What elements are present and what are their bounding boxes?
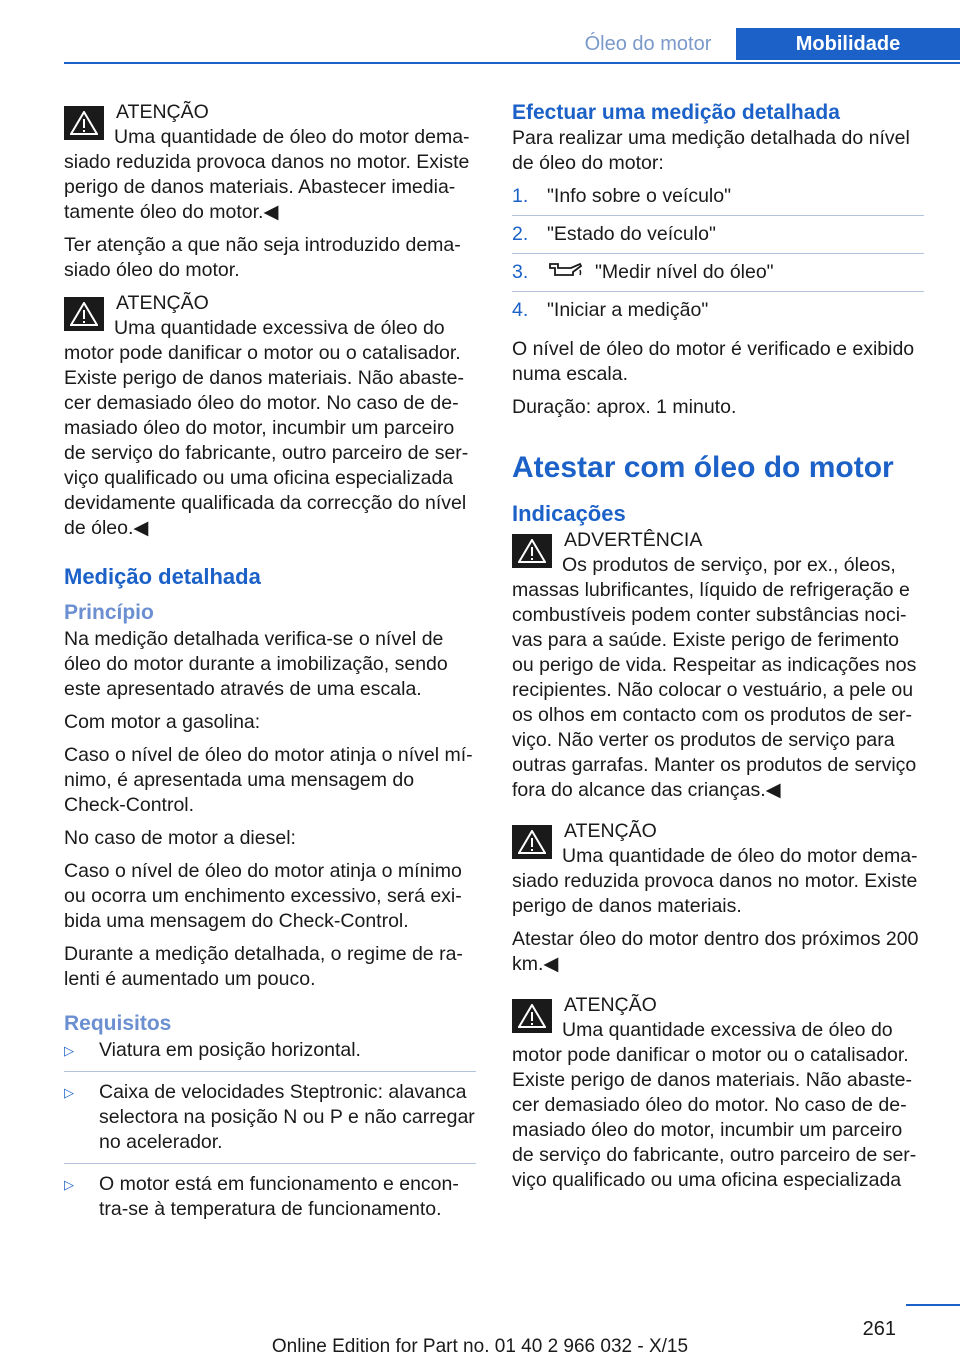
- warning-text: Uma quantidade de óleo do motor dema‐siado reduzida provoca danos no motor. Existe perigo de danos materiais.: [512, 845, 918, 918]
- warning-heading: ADVERTÊNCIA: [564, 529, 703, 552]
- warning-heading: ATENÇÃO: [116, 292, 209, 314]
- warning-triangle-icon: [512, 534, 552, 568]
- paragraph: O nível de óleo do motor é verificado e exibido numa escala.: [512, 338, 915, 386]
- list-item: [64, 1038, 476, 1072]
- step-number: 1.: [512, 185, 529, 207]
- header-section-title: Óleo do motor: [584, 32, 712, 55]
- warning-text: Uma quantidade excessiva de óleo do motor pode danificar o motor ou o catalisador. Existe perigo de danos materiais. Não abaste‐cer demasiado óleo do motor. No caso de de‐masiado óleo do motor, incumbir um parceiro de serviço do fabricante, outro parceiro de ser‐viço qualificado ou uma oficina especializada: [512, 1019, 917, 1192]
- warning-block: [512, 819, 924, 977]
- subheading-principio: Princípio: [64, 601, 154, 624]
- subheading-indicacoes: Indicações: [512, 501, 626, 527]
- warning-heading: ATENÇÃO: [564, 994, 657, 1017]
- header-rule: [64, 62, 960, 64]
- bullet-marker: ▷: [64, 1177, 74, 1192]
- warning-heading: ATENÇÃO: [116, 101, 209, 123]
- steps-list: [512, 184, 924, 329]
- subheading-efectuar: Efectuar uma medição detalhada: [512, 101, 840, 124]
- footer-edition: Online Edition for Part no. 01 40 2 966 032 - X/15: [271, 1336, 689, 1357]
- warning-triangle-icon: [64, 106, 104, 140]
- list-item: [512, 222, 924, 254]
- list-item: [512, 260, 924, 292]
- paragraph: Ter atenção a que não seja introduzido dema‐siado óleo do motor.: [64, 234, 461, 281]
- oil-can-icon: [547, 260, 583, 285]
- bullet-marker: ▷: [64, 1043, 74, 1058]
- list-item: [512, 298, 924, 329]
- paragraph: Com motor a gasolina:: [64, 711, 261, 733]
- right-column: [512, 100, 924, 1201]
- warning-block: [64, 291, 476, 541]
- step-number: 4.: [512, 299, 529, 322]
- bullet-marker: ▷: [64, 1085, 74, 1100]
- warning-block: [512, 993, 924, 1193]
- paragraph: Na medição detalhada verifica-se o nível de óleo do motor durante a imobilização, sendo este apresentado através de uma escala.: [64, 628, 448, 700]
- warning-text: Os produtos de serviço, por ex., óleos, massas lubrificantes, líquido de refrigeração e combustíveis podem conter substâncias noci‐vas para a saúde. Existe perigo de ferimento ou perigo de vida. Respeitar as indicações nos recipientes. Não colocar o vestuário, a pele ou os olhos em contacto com os produtos de ser‐viço. Não verter os produtos de serviço para outras garrafas. Manter os produtos de serviço fora do alcance das crianças.◀: [512, 554, 917, 802]
- step-number: 3.: [512, 261, 529, 283]
- step-text: "Medir nível do óleo": [595, 261, 774, 283]
- paragraph: Caso o nível de óleo do motor atinja o nível mí‐nimo, é apresentada uma mensagem do Check-Control.: [64, 744, 473, 816]
- list-item-text: Viatura em posição horizontal.: [99, 1039, 361, 1061]
- list-item-text: O motor está em funcionamento e encon‐tra-se à temperatura de funcionamento.: [99, 1173, 459, 1220]
- warning-text: Uma quantidade de óleo do motor dema‐siado reduzida provoca danos no motor. Existe perigo de danos materiais. Abastecer imedia‐tamente óleo do motor.◀: [64, 126, 470, 223]
- warning-triangle-icon: [512, 999, 552, 1033]
- section-heading-atestar: Atestar com óleo do motor: [512, 451, 894, 485]
- left-column: [64, 100, 476, 1236]
- step-number: 2.: [512, 223, 529, 245]
- warning-text: Atestar óleo do motor dentro dos próximos 200 km.◀: [512, 928, 919, 976]
- paragraph: No caso de motor a diesel:: [64, 827, 296, 849]
- list-item: [512, 184, 924, 216]
- warning-text: Uma quantidade excessiva de óleo do motor pode danificar o motor ou o catalisador. Existe perigo de danos materiais. Não abaste‐cer demasiado óleo do motor. No caso de de‐masiado óleo do motor, incumbir um parceiro de serviço do fabricante, outro parceiro de ser‐viço qualificado ou uma oficina especializada devidamente qualificada da correcção do nível de óleo.◀: [64, 317, 469, 539]
- warning-triangle-icon: [64, 297, 104, 331]
- step-text: "Iniciar a medição": [547, 299, 709, 322]
- paragraph: Para realizar uma medição detalhada do nível de óleo do motor:: [512, 127, 910, 174]
- warning-triangle-icon: [512, 825, 552, 859]
- warning-block: [512, 528, 924, 803]
- list-item: [64, 1080, 476, 1164]
- paragraph: Caso o nível de óleo do motor atinja o mínimo ou ocorra um enchimento excessivo, será exi‐bida uma mensagem do Check-Control.: [64, 860, 462, 932]
- paragraph: Durante a medição detalhada, o regime de ra‐lenti é aumentado um pouco.: [64, 943, 463, 990]
- step-text: "Info sobre o veículo": [547, 185, 732, 207]
- list-item: [64, 1172, 476, 1230]
- header-tab-mobilidade[interactable]: Mobilidade: [736, 28, 960, 60]
- subheading-requisitos: Requisitos: [64, 1012, 172, 1035]
- footer-rule: [906, 1304, 960, 1306]
- step-text: "Estado do veículo": [547, 223, 716, 245]
- paragraph: Duração: aprox. 1 minuto.: [512, 396, 737, 419]
- requisitos-list: [64, 1038, 476, 1230]
- warning-heading: ATENÇÃO: [564, 820, 657, 843]
- page-number: 261: [862, 1318, 896, 1340]
- list-item-text: Caixa de velocidades Steptronic: alavanca selectora na posição N ou P e não carregar no acelerador.: [99, 1081, 475, 1153]
- section-heading-medicao: Medição detalhada: [64, 564, 261, 589]
- warning-block: [64, 100, 476, 225]
